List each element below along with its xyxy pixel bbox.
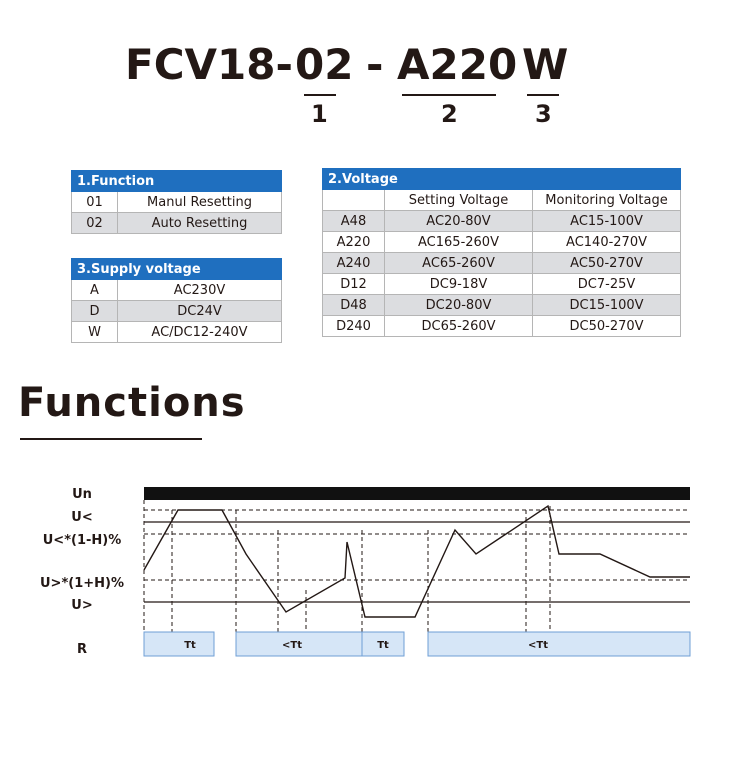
label-u-low-h: U<*(1-H)% [42,533,122,548]
monitoring-voltage-cell: AC140-270V [533,232,681,253]
relay-block-4 [428,632,690,656]
relay-states [144,632,690,656]
table-row [323,274,681,295]
table-row [72,280,282,301]
model-dash: - [366,40,384,89]
marker-2: 2 [441,100,458,128]
table-row [323,295,681,316]
marker-1: 1 [311,100,328,128]
underline-3 [527,94,559,96]
monitoring-voltage-cell: AC50-270V [533,253,681,274]
label-relay: R [76,642,88,657]
label-un: Un [72,487,92,502]
voltage-code-cell: A240 [323,253,385,274]
function-table [71,170,282,234]
supply-value-cell: DC24V [118,301,282,322]
model-code [0,40,750,92]
relay-label-tt-2: <Tt [282,640,302,651]
label-u-high-h: U>*(1+H)% [40,576,124,591]
supply-value-cell: AC/DC12-240V [118,322,282,343]
underline-1 [304,94,336,96]
voltage-code-cell: A220 [323,232,385,253]
function-name-cell: Auto Resetting [118,213,282,234]
monitoring-voltage-cell: DC7-25V [533,274,681,295]
table-row [72,192,282,213]
table-row [323,232,681,253]
voltage-code-cell: D48 [323,295,385,316]
supply-code: W [522,40,569,89]
setting-voltage-cell: AC65-260V [385,253,533,274]
relay-label-tt-4: <Tt [528,640,548,651]
setting-voltage-cell: DC9-18V [385,274,533,295]
column-header: Setting Voltage [385,190,533,211]
table-row [323,316,681,337]
voltage-waveform [144,506,690,617]
voltage-code-cell: D12 [323,274,385,295]
label-u-low: U< [71,510,93,525]
functions-underline [20,438,202,440]
relay-label-tt-1: Tt [184,640,196,651]
column-header: Monitoring Voltage [533,190,681,211]
voltage-code-cell: D240 [323,316,385,337]
voltage-code-cell: A48 [323,211,385,232]
setting-voltage-cell: AC20-80V [385,211,533,232]
function-code-cell: 02 [72,213,118,234]
table-row [72,213,282,234]
supply-code-cell: A [72,280,118,301]
functions-title: Functions [18,380,246,426]
setting-voltage-cell: DC20-80V [385,295,533,316]
function-table-title: 1.Function [72,171,282,192]
underline-2 [402,94,496,96]
label-u-high: U> [71,598,93,613]
relay-label-tt-3: Tt [377,640,389,651]
setting-voltage-cell: AC165-260V [385,232,533,253]
timing-diagram [0,470,750,670]
table-row [323,211,681,232]
supply-bar [144,487,690,500]
supply-code-cell: D [72,301,118,322]
relay-block-1 [144,632,214,656]
table-row [323,253,681,274]
function-name-cell: Manul Resetting [118,192,282,213]
marker-3: 3 [535,100,552,128]
setting-voltage-cell: DC65-260V [385,316,533,337]
function-code-cell: 01 [72,192,118,213]
supply-code-cell: W [72,322,118,343]
table-row [72,322,282,343]
monitoring-voltage-cell: AC15-100V [533,211,681,232]
table-header-row [323,190,681,211]
voltage-code: A220 [397,40,518,89]
table-row [72,301,282,322]
function-code: 02 [295,40,354,89]
voltage-table [322,168,681,337]
column-header [323,190,385,211]
supply-table [71,258,282,343]
voltage-table-title: 2.Voltage [323,169,681,190]
monitoring-voltage-cell: DC15-100V [533,295,681,316]
monitoring-voltage-cell: DC50-270V [533,316,681,337]
supply-table-title: 3.Supply voltage [72,259,282,280]
supply-value-cell: AC230V [118,280,282,301]
model-prefix: FCV18- [125,40,293,89]
